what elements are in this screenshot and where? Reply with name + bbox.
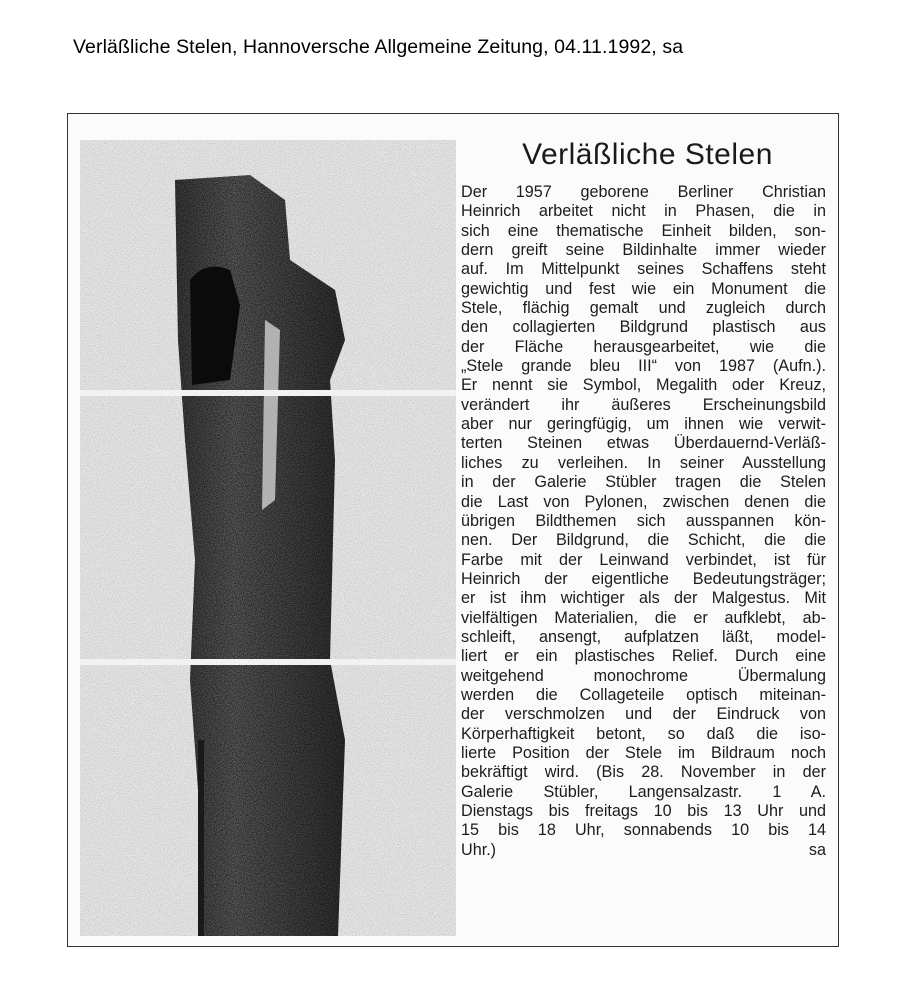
article-line: Körperhaftigkeit betont, so daß die iso-	[461, 724, 826, 743]
article-line: er ist ihm wichtiger als der Malgestus. Mit	[461, 589, 826, 608]
article-line: „Stele grande bleu III“ von 1987 (Aufn.).	[461, 357, 826, 376]
article-line: terten Steinen etwas Überdauernd-Verläß-	[461, 434, 826, 453]
article-line: Uhr.)	[461, 840, 497, 859]
newspaper-clipping	[67, 113, 839, 947]
article-line: 15 bis 18 Uhr, sonnabends 10 bis 14	[461, 821, 826, 840]
article-line: liches zu verleihen. In seiner Ausstellung	[461, 453, 826, 472]
article-line: weitgehend monochrome Übermalung	[461, 666, 826, 685]
article-line: vielfältigen Materialien, die er aufklebt, ab-	[461, 608, 826, 627]
article-line: Heinrich der eigentliche Bedeutungsträger;	[461, 569, 826, 588]
article-last-line	[461, 841, 826, 860]
author-signature: sa	[808, 840, 826, 859]
article-line: dern greift seine Bildinhalte immer wieder	[461, 241, 826, 260]
article-line: sich eine thematische Einheit bilden, son-	[461, 221, 826, 240]
article-line: Dienstags bis freitags 10 bis 13 Uhr und	[461, 802, 826, 820]
article-line: Der 1957 geborene Berliner Christian	[461, 183, 826, 201]
article-line: verändert ihr äußeres Erscheinungsbild	[461, 395, 826, 414]
article-line: Galerie Stübler, Langensalzastr. 1 A.	[461, 782, 826, 801]
article-line: liert er ein plastisches Relief. Durch eine	[461, 647, 826, 666]
article-line: lierte Position der Stele im Bildraum noch	[461, 743, 826, 762]
article-line: auf. Im Mittelpunkt seines Schaffens steht	[461, 260, 826, 279]
stele-artwork-photo	[80, 140, 456, 936]
article-line: Stele, flächig gemalt und zugleich durch	[461, 299, 826, 318]
article-line: Er nennt sie Symbol, Megalith oder Kreuz,	[461, 376, 826, 395]
article-body	[461, 183, 826, 860]
article-line: der Fläche herausgearbeitet, wie die	[461, 337, 826, 356]
article-line: der verschmolzen und der Eindruck von	[461, 705, 826, 724]
document-caption: Verläßliche Stelen, Hannoversche Allgemeine Zeitung, 04.11.1992, sa	[73, 36, 684, 58]
article-line: den collagierten Bildgrund plastisch aus	[461, 318, 826, 337]
article-line: die Last von Pylonen, zwischen denen die	[461, 492, 826, 511]
article-line: übrigen Bildthemen sich ausspannen kön-	[461, 511, 826, 530]
article-line: in der Galerie Stübler tragen die Stelen	[461, 473, 826, 492]
article-line: Heinrich arbeitet nicht in Phasen, die in	[461, 202, 826, 221]
article-line: werden die Collageteile optisch miteinan-	[461, 685, 826, 704]
article-line: bekräftigt wird. (Bis 28. November in der	[461, 763, 826, 782]
article-line: aber nur geringfügig, um ihnen wie verwit-	[461, 415, 826, 434]
article-line: gewichtig und fest wie ein Monument die	[461, 279, 826, 298]
article-line: schleift, ansengt, aufplatzen läßt, model-	[461, 627, 826, 646]
article-line: nen. Der Bildgrund, die Schicht, die die	[461, 531, 826, 550]
article-headline: Verläßliche Stelen	[522, 138, 773, 171]
article-line: Farbe mit der Leinwand verbindet, ist für	[461, 550, 826, 569]
